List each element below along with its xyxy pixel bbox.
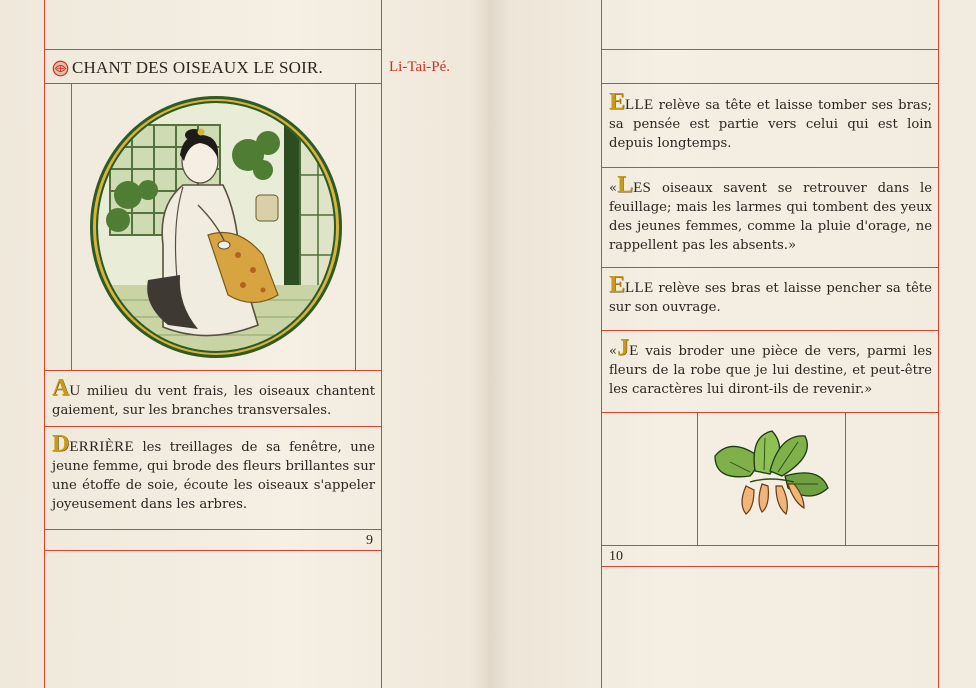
green-leaves-icon: [710, 426, 832, 522]
left-inner-rule: [381, 0, 382, 688]
right-rule-top: [601, 49, 939, 50]
small-caps: ERRIÈRE: [69, 439, 134, 455]
right-rule-para1-bottom: [601, 167, 939, 168]
right-rule-para4-bottom: [601, 412, 939, 413]
ornament-icon: [52, 60, 69, 77]
right-paragraph-1: [609, 89, 932, 153]
drop-initial: A: [52, 375, 70, 401]
drop-initial: D: [52, 431, 70, 457]
left-outer-rule: [44, 0, 45, 688]
paragraph-text: milieu du vent frais, les oiseaux chantent gaiement, sur les branches transversales.: [52, 384, 375, 418]
right-outer-rule: [938, 0, 939, 688]
vignette-frame-right: [845, 412, 846, 545]
page-number-right: 10: [609, 549, 623, 564]
small-caps: U: [69, 383, 81, 399]
book-gutter: [470, 0, 510, 688]
left-paragraph-1: [52, 375, 375, 420]
paragraph-text: vais broder une pièce de vers, parmi les fleurs de la robe que je lui destine, et peut-être les caractères lui diront-ils de revenir.»: [609, 344, 932, 397]
left-rule-heading-bottom: [44, 83, 382, 84]
small-caps: E: [629, 343, 639, 359]
left-rule-para1-bottom: [44, 426, 382, 427]
paragraph-text: relève ses bras et laisse pencher sa tête sur son ouvrage.: [609, 281, 932, 315]
page-number-left: 9: [366, 533, 373, 548]
paragraph-text: relève sa tête et laisse tomber ses bras; sa pensée est partie vers celui qui est loin depuis longtemps.: [609, 98, 932, 151]
small-caps: LLE: [625, 97, 654, 113]
right-rule-para2-bottom: [601, 267, 939, 268]
illus-frame-right: [355, 83, 356, 370]
drop-initial: L: [617, 172, 634, 198]
paragraph-text: oiseaux savent se retrouver dans le feuillage; mais les larmes qui tombent des yeux des jeunes femmes, comme la pluie d'orage, ne rappellent pas les absents.»: [609, 181, 932, 253]
left-rule-top: [44, 49, 382, 50]
open-quote: «: [609, 344, 618, 359]
left-rule-para2-bottom: [44, 529, 382, 530]
illus-frame-left: [71, 83, 72, 370]
poem-title-text: CHANT DES OISEAUX LE SOIR.: [72, 58, 323, 77]
right-rule-bottom: [601, 566, 939, 567]
right-paragraph-3: [609, 272, 932, 317]
right-paragraph-4: [609, 335, 932, 399]
small-caps: LLE: [625, 280, 654, 296]
drop-initial: E: [609, 89, 626, 115]
poem-title: [52, 58, 382, 78]
right-inner-rule: [601, 0, 602, 688]
drop-initial: E: [609, 272, 626, 298]
author-name: Li-Tai-Pé.: [389, 59, 451, 75]
right-rule-2: [601, 83, 939, 84]
woman-embroidering-illustration: [88, 95, 344, 359]
right-rule-para3-bottom: [601, 330, 939, 331]
left-paragraph-2: [52, 431, 375, 514]
open-quote: «: [609, 181, 618, 196]
right-rule-vignette-bottom: [601, 545, 939, 546]
vignette-frame-left: [697, 412, 698, 545]
drop-initial: J: [617, 335, 630, 361]
small-caps: ES: [633, 180, 652, 196]
paragraph-text: les treillages de sa fenêtre, une jeune femme, qui brode des fleurs brillantes sur une étoffe de soie, écoute les oiseaux s'appeler joyeusement dans les arbres.: [52, 440, 375, 512]
left-rule-bottom: [44, 550, 382, 551]
right-paragraph-2: [609, 172, 932, 255]
left-rule-illus-bottom: [44, 370, 382, 371]
